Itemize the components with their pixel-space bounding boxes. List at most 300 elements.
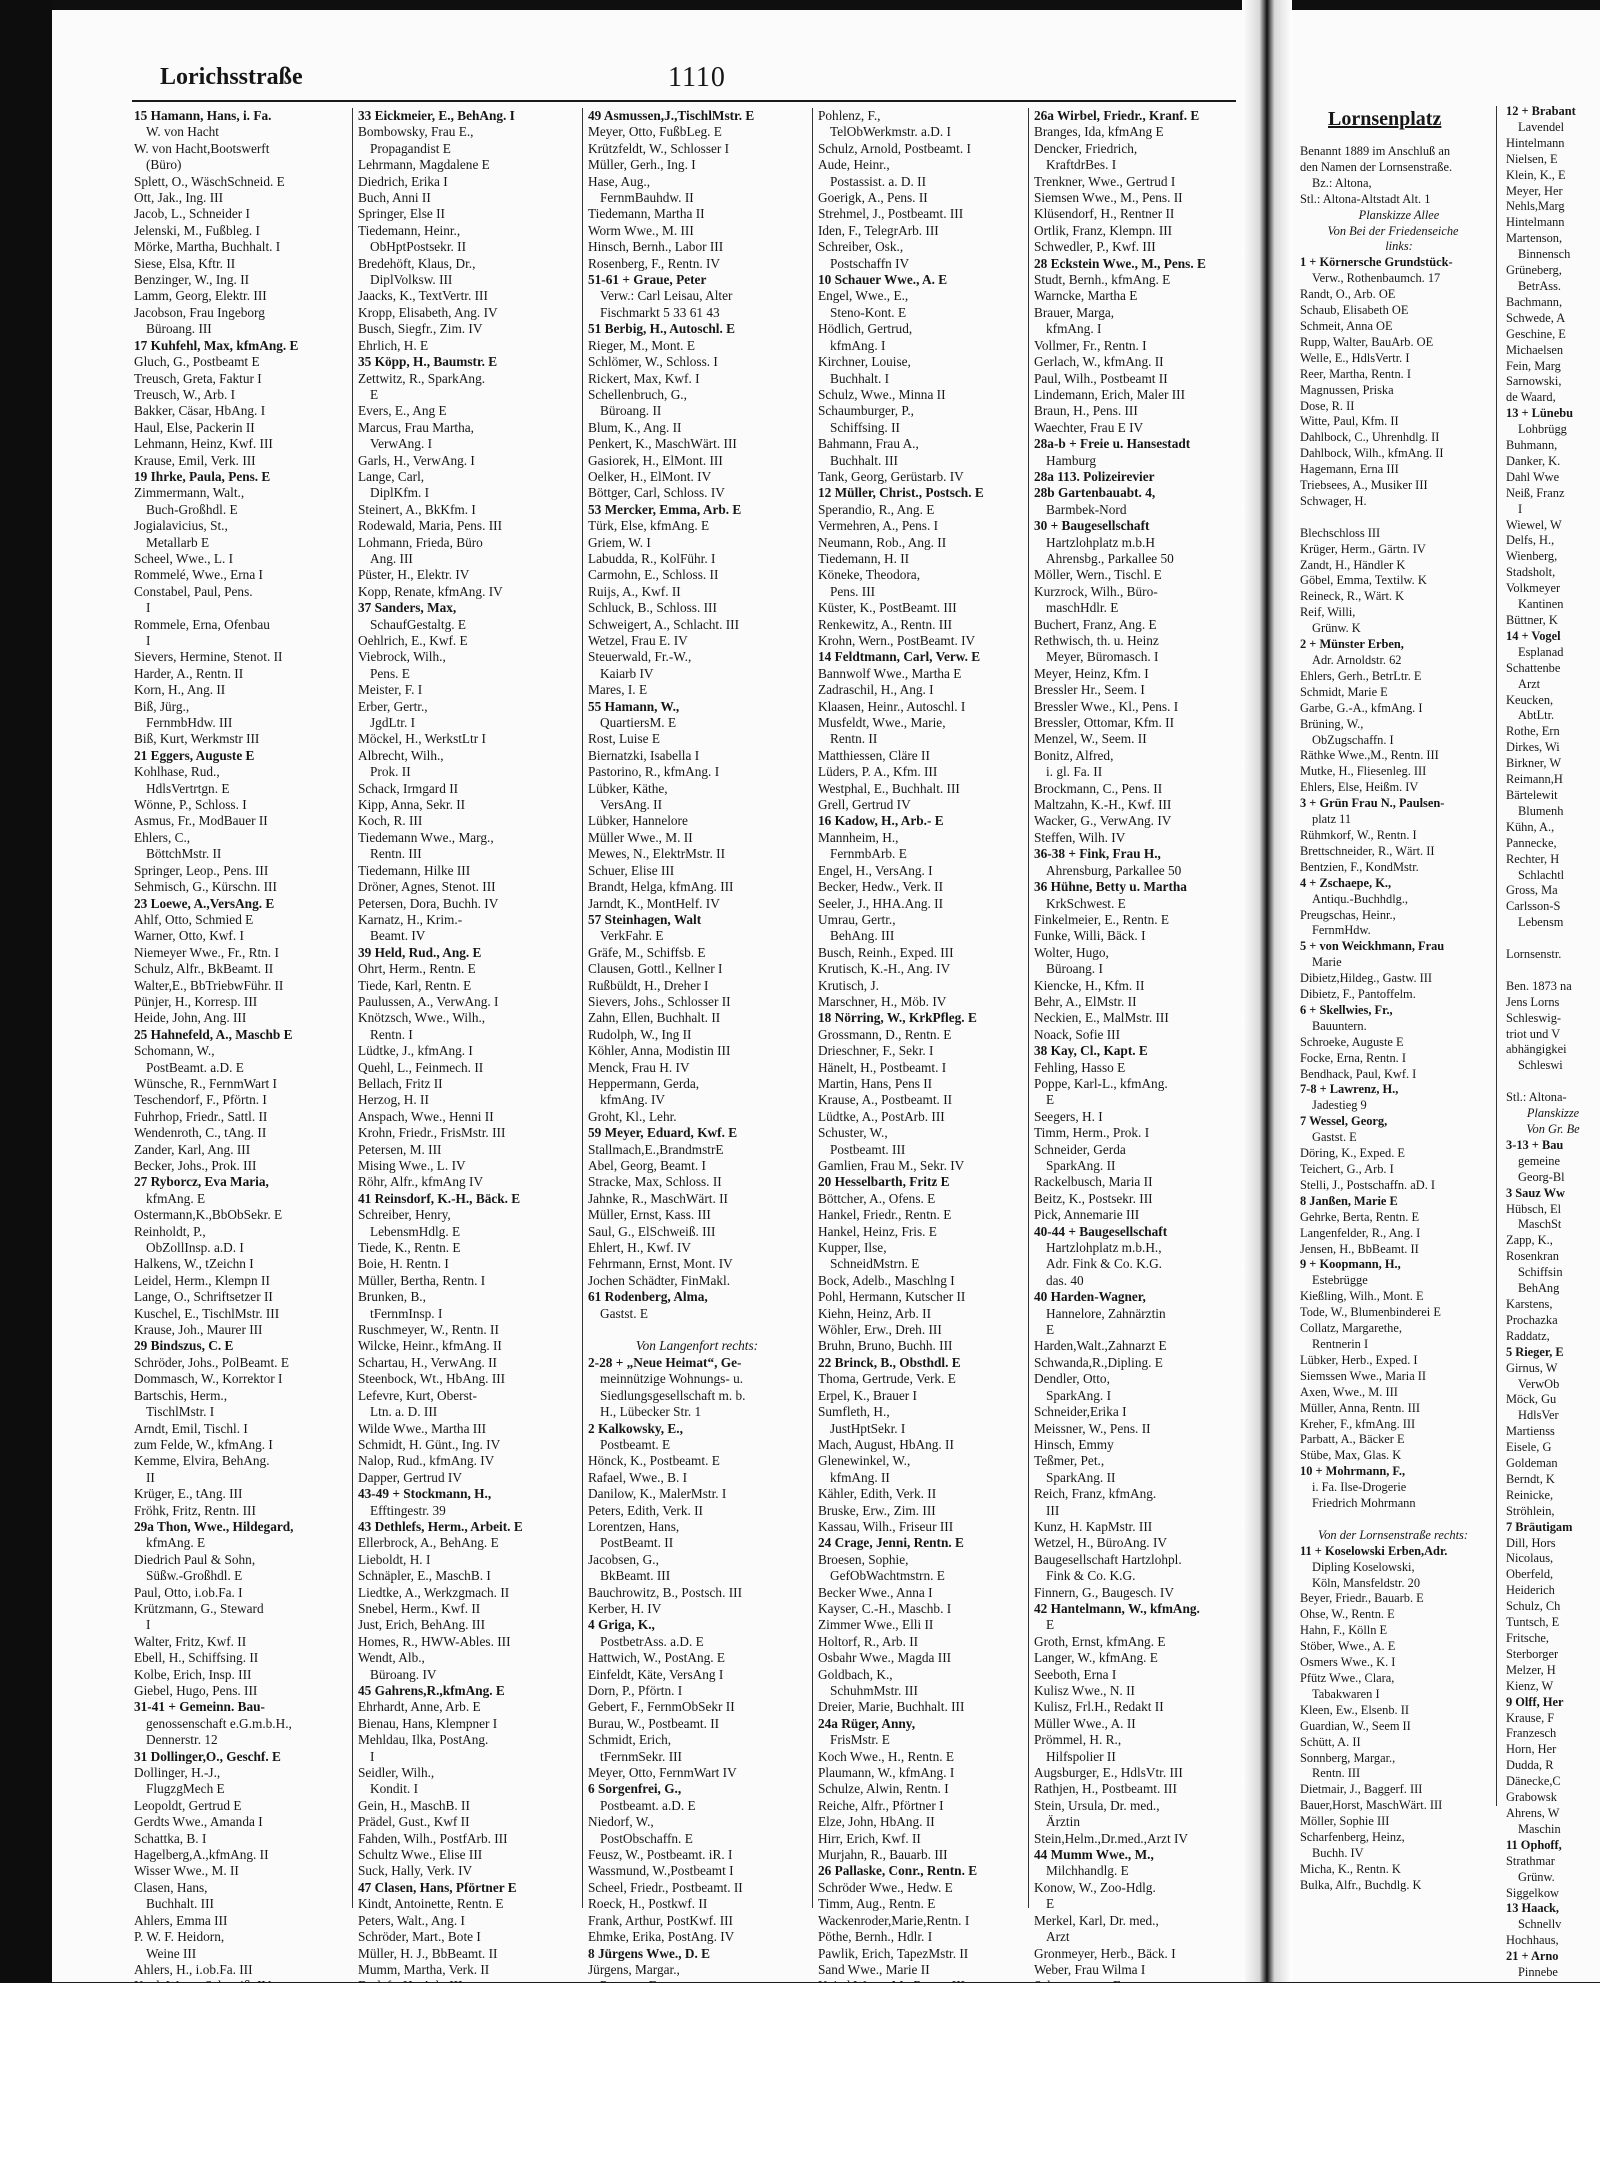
directory-entry: 38 Kay, Cl., Kapt. E [1034,1043,1148,1059]
directory-entry: ObHptPostsekr. II [370,239,467,255]
directory-entry: Blechschloss III [1300,525,1381,540]
directory-entry: Frank, Arthur, PostKwf. III [588,1912,733,1928]
directory-entry: Langer, W., kfmAng. E [1034,1650,1158,1666]
directory-entry: Berndt, K [1506,1471,1555,1486]
directory-entry: 11 Ophoff, [1506,1837,1562,1852]
directory-entry: Birkner, W [1506,756,1562,771]
directory-entry: Grossmann, D., Rentn. E [818,1026,952,1042]
directory-entry: Schiffsing. II [830,419,900,435]
directory-entry: Bakker, Cäsar, HbAng. I [134,403,266,419]
directory-entry: 36 Hühne, Betty u. Martha [1034,879,1187,895]
directory-entry: Möck, Gu [1506,1392,1557,1407]
directory-entry: Buchhalt. III [830,452,898,468]
directory-entry: Fuhrhop, Friedr., Sattl. II [134,1108,268,1124]
directory-entry: kfmAng. I [1046,321,1102,337]
directory-entry: Arndt, Emil, Tischl. I [134,1420,248,1436]
directory-entry: Hänelt, H., Postbeamt. I [818,1059,947,1075]
directory-entry: Karnatz, H., Krim.- [358,911,463,927]
directory-entry: Krüger, E., tAng. III [134,1486,243,1502]
directory-entry: 7-8 + Lawrenz, H., [1300,1082,1399,1097]
directory-entry: Elze, John, HbAng. II [818,1814,935,1830]
directory-entry: Buch-Großhdl. E [146,501,238,517]
directory-entry: Grell, Gertrud IV [818,797,911,813]
directory-entry: das. 40 [1046,1272,1084,1288]
directory-entry: Hamburg [1046,452,1096,468]
directory-entry: H., Lübecker Str. 1 [600,1404,702,1420]
directory-entry: Randt, O., Arb. OE [1300,287,1396,302]
directory-entry: Bärtelewit [1506,787,1558,802]
directory-entry: Groht, Kl., Lehr. [588,1108,677,1124]
directory-entry: Tiede, K., Rentn. E [358,1240,461,1256]
directory-entry: Rentn. II [830,731,878,747]
directory-entry: Kemme, Elvira, BehAng. [134,1453,270,1469]
directory-entry: 28a-b + Freie u. Hansestadt [1034,436,1191,452]
directory-entry: Postschaffn IV [830,255,910,271]
directory-entry: Kunz, H. KapMstr. III [1034,1518,1153,1534]
directory-entry: Klaasen, Heinr., Autoschl. I [818,698,966,714]
directory-entry: Parbatt, A., Bäcker E [1300,1432,1405,1447]
directory-entry: Propagandist E [370,140,451,156]
directory-entry: Westphal, E., Buchhalt. III [818,780,960,796]
directory-entry: Arzt [1518,676,1541,691]
directory-entry: Schneider, Gerda [1034,1141,1126,1157]
directory-entry: Fritsche, [1506,1631,1550,1645]
directory-entry: Bienau, Hans, Klempner I [358,1715,498,1731]
directory-entry: den Namen der Lornsenstraße. [1300,159,1453,174]
directory-entry: Kayser, C.-H., Maschb. I [818,1600,952,1616]
directory-entry: Burau, W., Postbeamt. II [588,1715,720,1731]
directory-entry: 4 + Zschaepe, K., [1300,875,1392,890]
directory-entry: Renkewitz, A., Rentn. III [818,616,953,632]
directory-entry: Dencker, Friedrich, [1034,140,1138,156]
directory-entry: Gehrke, Berta, Rentn. E [1300,1209,1420,1224]
directory-entry: 42 Hantelmann, W., kfmAng. [1034,1600,1200,1616]
directory-entry: FlugzgMech E [146,1781,225,1797]
directory-entry: 16 Kadow, H., Arb.- E [818,813,944,829]
directory-entry: Schulz, Ch [1506,1599,1561,1614]
directory-entry: Matthiessen, Cläre II [818,747,930,763]
directory-entry: BehAng. III [830,928,895,944]
directory-entry: Preugschas, Heinr., [1300,907,1396,922]
directory-entry: Bombowsky, Frau E., [358,124,474,140]
directory-entry: Antiqu.-Buchhdlg., [1312,891,1409,906]
directory-entry: TelObWerkmstr. a.D. I [830,124,951,140]
directory-entry: Postassist. a. D. II [830,173,927,189]
directory-entry: Engel, H., VersAng. I [818,862,933,878]
directory-entry: Zadraschil, H., Ang. I [818,682,934,698]
directory-entry: Lüdtke, A., PostArb. III [818,1108,945,1124]
directory-entry: Schomann, W., [134,1043,215,1059]
directory-entry: Neckien, E., MalMstr. III [1034,1010,1169,1026]
directory-entry: Fehling, Hasso E [1034,1059,1126,1075]
directory-entry: Kiehn, Heinz, Arb. II [818,1305,931,1321]
directory-entry: Stelli, J., Postschaffn. aD. I [1300,1177,1436,1192]
directory-entry: Steno-Kont. E [830,304,907,320]
directory-entry: Tiedemann, Heinr., [358,222,461,238]
directory-entry: Broesen, Sophie, [818,1551,909,1567]
directory-entry: Einfeldt, Käte, VersAng I [588,1666,724,1682]
directory-entry: Geschine, E [1506,326,1566,341]
directory-entry: Beamt. IV [370,928,426,944]
directory-entry: Paulussen, A., VerwAng. I [358,993,499,1009]
column-rule [352,108,353,1908]
directory-entry: Göbel, Emma, Textilw. K [1300,573,1427,588]
directory-entry: Bulka, Alfr., Buchdlg. K [1300,1877,1422,1892]
directory-entry: Kirchner, Louise, [818,354,911,370]
directory-entry: Buchert, Franz, Ang. E [1034,616,1157,632]
directory-entry: TischlMstr. I [146,1404,215,1420]
directory-entry: Martin, Hans, Pens II [818,1075,933,1091]
directory-entry: Kassau, Wilh., Friseur III [818,1518,954,1534]
directory-entry: Teschendorf, F., Pförtn. I [134,1092,267,1108]
directory-entry: Fischmarkt 5 33 61 43 [600,304,720,320]
directory-entry: Tank, Georg, Gerüstarb. IV [818,468,964,484]
directory-entry: meinnützige Wohnungs- u. [600,1371,744,1387]
directory-entry: Warner, Otto, Kwf. I [134,928,244,944]
directory-entry: Rathjen, H., Postbeamt. III [1034,1781,1177,1797]
directory-entry: Worm Wwe., M. III [588,222,694,238]
directory-entry: ObZollInsp. a.D. I [146,1240,244,1256]
directory-entry: Walter, Fritz, Kwf. II [134,1633,247,1649]
directory-entry: Kipp, Anna, Sekr. II [358,797,466,813]
directory-entry: 15 Hamann, Hans, i. Fa. [134,108,272,123]
directory-entry: 39 Held, Rud., Ang. E [358,944,482,960]
directory-entry: Fink & Co. K.G. [1046,1568,1136,1584]
directory-entry: Blum, K., Ang. II [588,419,682,435]
directory-entry: Augsburger, E., HdlsVtr. III [1034,1765,1183,1781]
directory-entry: Ostermann,K.,BbObSekr. E [134,1207,283,1223]
directory-entry: GefObWachtmstrn. E [830,1568,945,1584]
directory-entry: Hintelmann [1506,215,1565,230]
directory-entry: Rethwisch, th. u. Heinz [1034,633,1159,648]
directory-entry: Gross, Ma [1506,883,1558,898]
directory-entry: Siemssen Wwe., Maria II [1300,1368,1427,1383]
directory-entry: SchneidMstrn. E [830,1256,920,1272]
directory-entry: Krause, Emil, Verk. III [134,452,256,468]
directory-column-3 [588,108,806,1977]
directory-entry: Köneke, Theodora, [818,567,921,583]
directory-entry: Estebrügge [1312,1273,1368,1288]
directory-entry: Büroang. IV [370,1666,437,1682]
directory-entry: Hankel, Heinz, Fris. E [818,1223,937,1239]
directory-entry: Schuer, Elise III [588,862,675,878]
directory-entry: Buchh. IV [1312,1845,1364,1860]
directory-entry: Heiderich [1506,1583,1555,1598]
directory-entry: Koch Wwe., H., Rentn. E [818,1748,955,1764]
directory-entry: kfmAng. II [830,1469,890,1485]
directory-entry: 23 Loewe, A.,VersAng. E [134,895,275,911]
directory-entry: Busch, Siegfr., Zim. IV [358,321,483,337]
directory-entry: Oehlrich, E., Kwf. E [358,633,468,648]
directory-entry: Schulze, Alwin, Rentn. I [818,1781,949,1797]
directory-entry: Dipling Koselowski, [1312,1559,1415,1574]
directory-entry: Pfütz Wwe., Clara, [1300,1671,1395,1685]
directory-entry: 28a 113. Polizeirevier [1034,468,1155,484]
directory-entry: Ehlers, Else, Heißm. IV [1300,780,1419,795]
directory-entry: Siedlungsgesellschaft m. b. [600,1387,746,1403]
directory-entry: Ahlers, Emma III [134,1912,228,1928]
directory-entry: SparkAng. II [1046,1158,1116,1173]
directory-entry: Schnellv [1518,1917,1562,1932]
directory-entry: Lebensm [1518,915,1564,930]
directory-entry: Rentn. III [1312,1766,1361,1781]
directory-entry: 14 Feldtmann, Carl, Verw. E [818,649,981,665]
directory-entry: Meyer, Büromasch. I [1046,649,1159,665]
directory-entry: Gräfe, M., Schiffsb. E [588,944,706,960]
directory-entry: 24 Crage, Jenni, Rentn. E [818,1535,964,1551]
directory-entry: Lohbrügg [1518,422,1567,437]
directory-entry: E [1046,1896,1055,1912]
directory-entry: Möller, Sophie III [1300,1814,1390,1829]
directory-entry: Krüger, Herm., Gärtn. IV [1300,541,1426,556]
directory-entry: Heide, John, Ang. III [134,1010,247,1026]
directory-entry: Ahlers, H., i.ob.Fa. III [134,1961,253,1977]
directory-entry: Menck, Frau H. IV [588,1059,690,1075]
directory-entry: Döring, K., Exped. E [1300,1146,1405,1161]
directory-entry: Dendler, Otto, [1034,1371,1110,1387]
directory-entry: 49 Asmussen,J.,TischlMstr. E [588,108,755,123]
directory-entry: Goldeman [1506,1456,1558,1471]
directory-entry: Beyer, Friedr., Bauarb. E [1300,1591,1424,1606]
directory-entry: Bannwolf Wwe., Martha E [818,665,962,681]
header-rule [132,100,1236,102]
directory-entry: Tiedemann Wwe., Marg., [358,829,494,845]
directory-entry: 11 + Koselowski Erben,Adr. [1300,1543,1448,1558]
directory-entry: Schleswi [1518,1058,1563,1073]
directory-entry: Wetzel, H., BüroAng. IV [1034,1535,1167,1551]
directory-entry: Reiche, Alfr., Pförtner I [818,1797,944,1813]
directory-entry: Bock, Adelb., Maschlng I [818,1272,955,1288]
directory-entry: 3 Sauz Ww [1506,1185,1565,1200]
directory-entry: 31 Dollinger,O., Geschf. E [134,1748,281,1764]
directory-entry: Suck, Hally, Verk. IV [358,1863,473,1879]
directory-entry: Dahlbock, C., Uhrenhdlg. II [1300,430,1440,445]
directory-entry: 14 + Vogel [1506,628,1561,643]
directory-entry: Dollinger, H.-J., [134,1765,221,1781]
directory-entry: Walter,E., BbTriebwFühr. II [134,977,284,993]
directory-entry: Wacker, G., VerwAng. IV [1034,813,1172,829]
directory-entry: Griem, W. I [588,534,651,550]
directory-entry: Metallarb E [146,534,210,550]
directory-entry: Tabakwaren I [1312,1686,1380,1701]
directory-entry: Trenkner, Wwe., Gertrud I [1034,173,1176,189]
directory-entry: FernmBauhdw. II [600,190,694,206]
directory-entry: Vermehren, A., Pens. I [818,518,939,534]
directory-entry: Steuerwald, Fr.-W., [588,649,692,665]
directory-entry: Boie, H. Rentn. I [358,1256,449,1272]
directory-entry: Kiencke, H., Kfm. II [1034,977,1145,993]
directory-entry: Stübe, Max, Glas. K [1300,1448,1402,1463]
directory-entry: Sievers, Johs., Schlosser II [588,993,731,1009]
directory-entry: KraftdrBes. I [1046,157,1117,173]
directory-entry: Zandt, H., Händler K [1300,557,1406,572]
directory-entry: Delfs, H., [1506,533,1555,548]
directory-entry: Buhmann, [1506,438,1558,453]
directory-entry: Rackelbusch, Maria II [1034,1174,1153,1190]
directory-entry: 27 Ryborcz, Eva Maria, [134,1174,269,1190]
directory-entry: Müller, H. J., BbBeamt. II [358,1945,498,1961]
directory-entry: Lavendel [1518,119,1565,134]
directory-entry: DiplKfm. I [370,485,430,501]
directory-entry: Pünjer, H., Korresp. III [134,993,258,1009]
directory-entry: 20 Hesselbarth, Fritz E [818,1174,950,1190]
directory-entry: Schwanda,R.,Dipling. E [1034,1354,1163,1370]
directory-entry: Leopoldt, Gertrud E [134,1797,242,1813]
directory-entry: 26a Wirbel, Friedr., Kranf. E [1034,108,1200,123]
directory-entry: Kähler, Edith, Verk. II [818,1486,937,1502]
directory-entry: Krutisch, J. [818,977,879,993]
directory-entry: Garbe, G.-A., kfmAng. I [1300,700,1423,715]
directory-entry: Meissner, W., Pens. II [1034,1420,1151,1436]
directory-entry: Büroang. II [600,403,662,419]
directory-entry: Lüdtke, J., kfmAng. I [358,1043,473,1059]
directory-entry: Schröder Wwe., Hedw. E [818,1879,953,1895]
directory-entry: Wönne, P., Schloss. I [134,797,247,813]
directory-entry: Planskizze [1526,1106,1580,1121]
directory-entry: VerwOb [1518,1376,1560,1391]
directory-entry: Peters, Walt., Ang. I [358,1912,465,1928]
directory-entry: 3-13 + Bau [1506,1137,1564,1152]
directory-entry: Püster, H., Elektr. IV [358,567,470,583]
directory-entry: Bentzien, F., KondMstr. [1300,859,1419,874]
directory-entry: Bahmann, Frau A., [818,436,919,452]
directory-entry: Paul, Otto, i.ob.Fa. I [134,1584,243,1600]
directory-entry: Brauer, Marga, [1034,304,1115,320]
directory-entry: Vollmer, Fr., Rentn. I [1034,337,1147,353]
directory-entry: III [1046,1502,1060,1518]
directory-entry: Pick, Annemarie III [1034,1207,1140,1223]
directory-entry: Gastst. E [1312,1130,1357,1145]
directory-entry: Kropp, Elisabeth, Ang. IV [358,304,498,320]
directory-entry: Tuntsch, E [1506,1615,1560,1630]
directory-entry: Bonitz, Alfred, [1034,747,1114,763]
directory-entry: Reer, Martha, Rentn. I [1300,366,1411,381]
directory-entry: W. von Hacht,Bootswerft [134,140,270,156]
directory-entry: Witte, Paul, Kfm. II [1300,414,1399,429]
directory-entry: E [1046,1322,1055,1338]
directory-entry: Lehrmann, Magdalene E [358,157,490,173]
directory-entry: Fehrmann, Ernst, Mont. IV [588,1256,733,1272]
directory-entry: Brettschneider, R., Wärt. II [1300,843,1435,858]
directory-entry: Biernatzki, Isabella I [588,747,700,763]
directory-entry: Schweigert, A., Schlacht. III [588,616,740,632]
directory-entry: Lieboldt, H. I [358,1551,431,1567]
directory-entry: Klüsendorf, H., Rentner II [1034,206,1175,222]
directory-entry: Ltn. a. D. III [370,1404,438,1420]
directory-entry: 57 Steinhagen, Walt [588,911,702,927]
directory-entry: Möller, Wern., Tischl. E [1034,567,1162,583]
directory-entry: Ahlf, Otto, Schmied E [134,911,254,927]
directory-entry: Stallmach,E.,BrandmstrE [588,1141,724,1157]
directory-entry: Feusz, W., Postbeamt. iR. I [588,1847,733,1863]
directory-entry: Studt, Bernh., kfmAng. E [1034,272,1171,288]
directory-entry: Schwedler, P., Kwf. III [1034,239,1156,255]
directory-entry: Focke, Erna, Rentn. I [1300,1050,1406,1065]
directory-entry: Carmohn, E., Schloss. II [588,567,719,583]
directory-entry: Zettwitz, R., SparkAng. [358,370,486,386]
directory-entry: Collatz, Margarethe, [1300,1321,1402,1336]
directory-entry: abhängigkei [1506,1042,1567,1057]
directory-entry: Krause, A., Postbeamt. II [818,1092,953,1108]
directory-entry: Herzog, H. II [358,1092,429,1108]
directory-entry: Kleen, Ew., Elsenb. II [1300,1702,1409,1717]
directory-entry: Becker Wwe., Anna I [818,1584,933,1600]
right-page [1292,10,1600,1982]
directory-entry: Drieschner, F., Sekr. I [818,1043,934,1059]
directory-entry: Büttner, K [1506,613,1558,627]
directory-entry: Ehlers, Gerh., BetrLtr. E [1300,668,1422,683]
directory-entry: Ben. 1873 na [1506,978,1572,993]
directory-entry: Gronmeyer, Herb., Bäck. I [1034,1945,1176,1961]
directory-entry: Springer, Leop., Pens. III [134,862,269,878]
directory-entry: Osmers Wwe., K. I [1300,1655,1396,1670]
directory-entry: Schröder, Mart., Bote I [358,1929,481,1945]
directory-entry: 9 + Koopmann, H., [1300,1257,1401,1272]
directory-entry: 2 Kalkowsky, E., [588,1420,683,1436]
directory-entry: 61 Rodenberg, Alma, [588,1289,708,1305]
directory-entry: Jelenski, M., Fußbleg. I [134,222,260,238]
directory-entry: Wetzel, Frau E. IV [588,633,688,648]
directory-entry: Treusch, W., Arb. I [134,386,236,402]
directory-entry: de Waard, [1506,390,1556,405]
directory-entry: Mumm, Martha, Verk. II [358,1961,490,1977]
directory-entry [588,1322,806,1338]
directory-entry [1506,963,1600,979]
directory-entry: Stl.: Altona-Altstadt Alt. 1 [1300,191,1431,206]
directory-entry: Hinsch, Emmy [1034,1436,1114,1452]
directory-entry: Jarndt, K., MontHelf. IV [588,895,720,911]
directory-entry: Lefevre, Kurt, Oberst- [358,1387,477,1403]
directory-entry: Peters, Edith, Verk. II [588,1502,703,1518]
directory-entry: Scharfenberg, Heinz, [1300,1830,1405,1845]
directory-entry: triot und V [1506,1026,1561,1041]
directory-entry: Labudda, R., KolFühr. I [588,550,716,566]
directory-entry: Müller Wwe., A. II [1034,1715,1136,1731]
directory-entry: PostBeamt. II [600,1535,674,1551]
directory-entry: Zahn, Ellen, Buchhalt. II [588,1010,721,1026]
directory-entry: Müller, Gerh., Ing. I [588,157,696,173]
directory-entry: Lindemann, Erich, Maler III [1034,386,1186,402]
directory-entry: BkBeamt. III [600,1568,671,1584]
directory-entry: Rosenberg, F., Rentn. IV [588,255,721,271]
directory-entry: Harden,Walt.,Zahnarzt E [1034,1338,1167,1354]
directory-entry: Stl.: Altona- [1506,1090,1567,1105]
directory-entry: Penkert, K., MaschWärt. III [588,436,737,452]
directory-entry: Adr. Arnoldstr. 62 [1312,653,1402,667]
directory-entry: Pastorino, R., kfmAng. I [588,764,720,780]
directory-entry: LebensmHdlg. E [370,1223,461,1239]
directory-entry: Wöhler, Erw., Dreh. III [818,1322,942,1338]
directory-entry: Groth, Ernst, kfmAng. E [1034,1633,1166,1649]
directory-entry: Rafael, Wwe., B. I [588,1469,688,1485]
directory-entry: Planskizze Allee [1358,207,1440,222]
directory-entry: Mehldau, Ilka, PostAng. [358,1732,489,1748]
directory-entry: Wilcke, Heinr., kfmAng. II [358,1338,502,1354]
directory-entry: kfmAng. IV [600,1092,665,1108]
directory-entry: Schattenbe [1506,660,1561,675]
directory-entry: Dirkes, Wi [1506,740,1560,755]
directory-entry: Schleswig- [1506,1010,1562,1025]
directory-entry: Volkmeyer [1506,581,1561,596]
directory-entry: 28 Eckstein Wwe., M., Pens. E [1034,255,1206,271]
directory-entry: Milchhandlg. E [1046,1863,1129,1879]
directory-entry: Rickert, Max, Kwf. I [588,370,700,386]
directory-entry: Hilfspolier II [1046,1748,1116,1764]
directory-entry: Abel, Georg, Beamt. I [588,1158,706,1173]
directory-entry: Ruijs, A., Kwf. II [588,583,681,599]
directory-entry: 25 Hahnefeld, A., Maschb E [134,1026,293,1042]
directory-entry: ObZugschaffn. I [1312,732,1394,747]
